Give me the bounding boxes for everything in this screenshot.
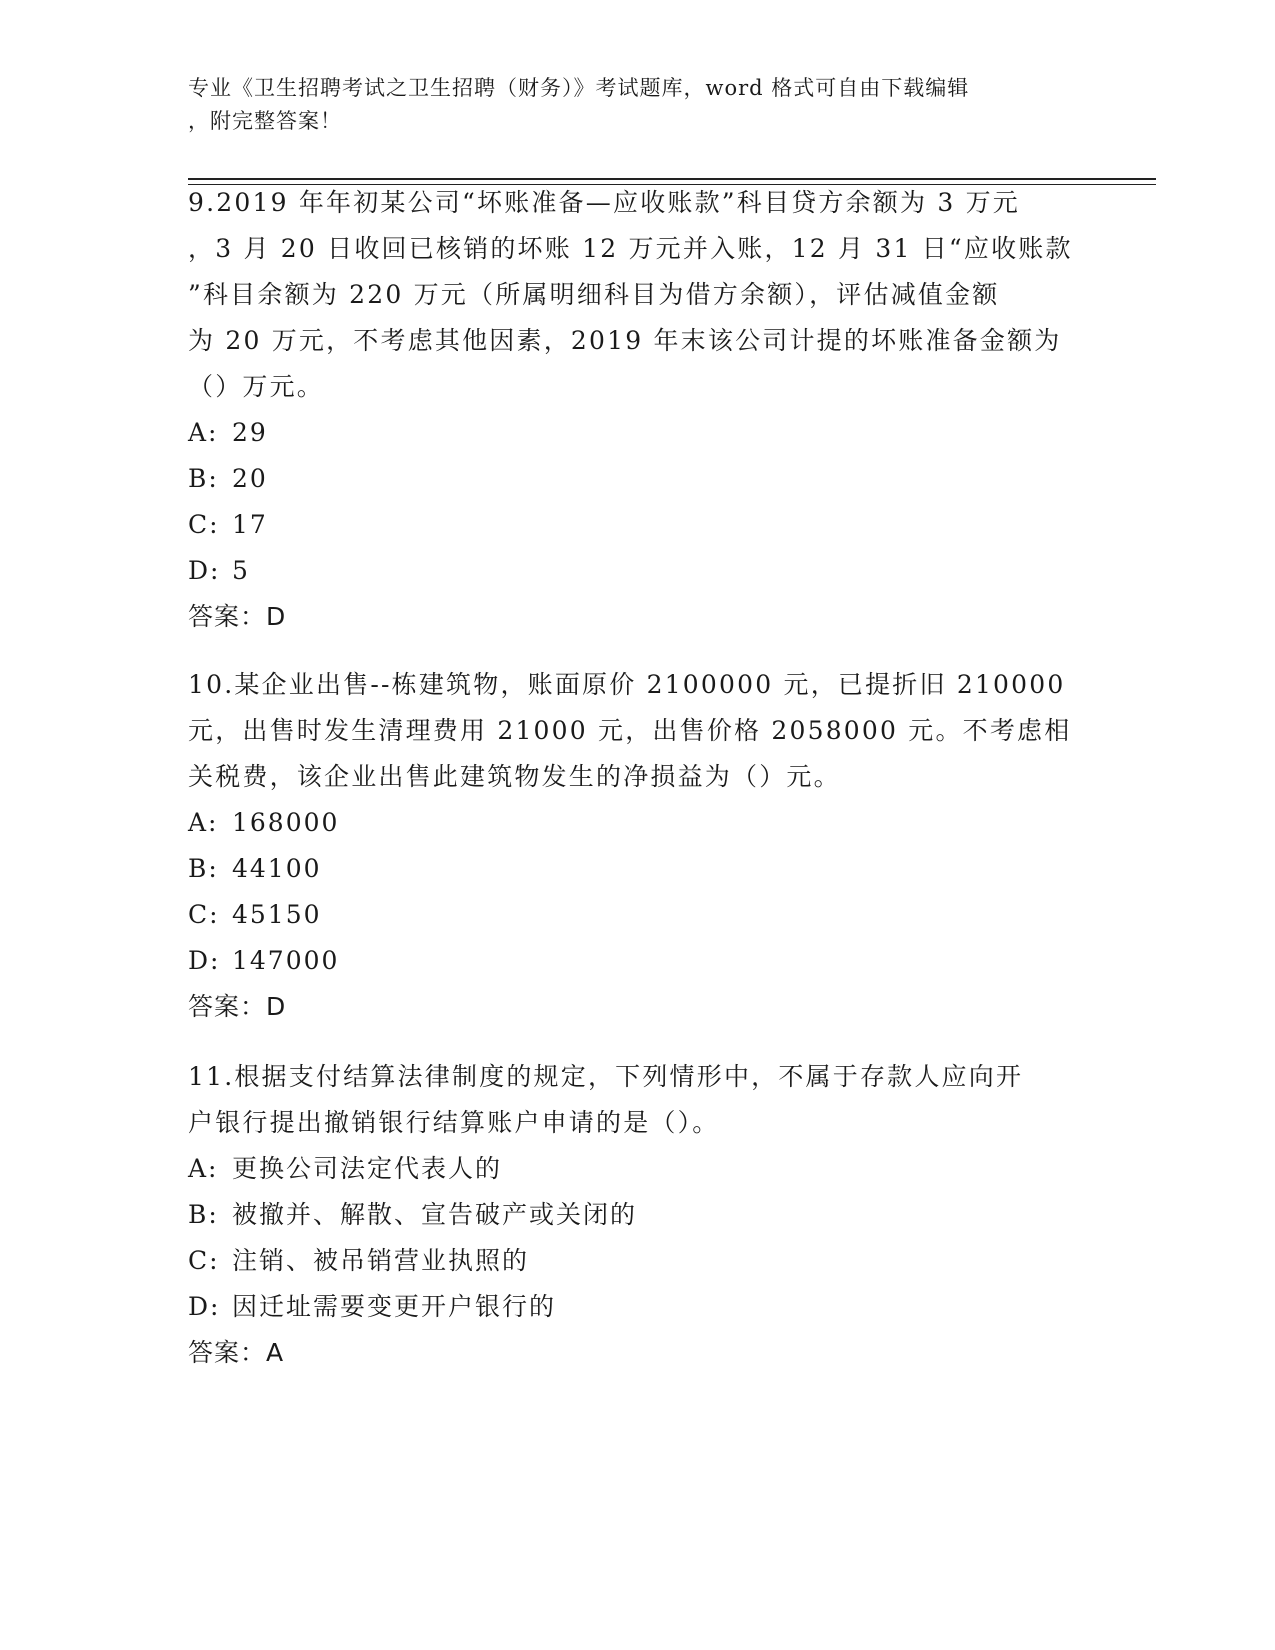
option-text: 被撤并、解散、宣告破产或关闭的 <box>232 1200 638 1229</box>
question-text-line: （）万元。 <box>188 372 325 401</box>
option-a <box>188 1146 1088 1192</box>
option-text: 17 <box>232 510 268 539</box>
option-c <box>188 502 1088 548</box>
option-a <box>188 410 1088 456</box>
question-11 <box>188 1054 1088 1376</box>
header-line-2: ，附完整答案！ <box>188 109 342 133</box>
option-b <box>188 1192 1088 1238</box>
option-d <box>188 938 1088 984</box>
question-text-line: 10.某企业出售--栋建筑物，账面原价 2100000 元，已提折旧 210000 <box>188 670 1066 699</box>
option-letter: C: <box>188 510 220 539</box>
question-9 <box>188 180 1088 640</box>
answer: 答案：A <box>188 1338 285 1367</box>
question-text-line: 户银行提出撤销银行结算账户申请的是（）。 <box>188 1108 720 1137</box>
option-text: 20 <box>232 464 268 493</box>
answer: 答案：D <box>188 602 287 631</box>
option-text: 5 <box>232 556 250 585</box>
document-header <box>188 72 1088 138</box>
question-text-line: 元，出售时发生清理费用 21000 元，出售价格 2058000 元。不考虑相 <box>188 716 1072 745</box>
option-letter: A: <box>188 808 219 837</box>
option-a <box>188 800 1088 846</box>
question-text-line: ”科目余额为 220 万元（所属明细科目为借方余额），评估减值金额 <box>188 280 1000 309</box>
option-letter: C: <box>188 900 220 929</box>
option-b <box>188 456 1088 502</box>
question-text-line: 11.根据支付结算法律制度的规定，下列情形中，不属于存款人应向开 <box>188 1062 1024 1091</box>
option-letter: D: <box>188 1292 221 1321</box>
option-text: 147000 <box>232 946 340 975</box>
option-c <box>188 892 1088 938</box>
header-line-1: 专业《卫生招聘考试之卫生招聘（财务）》考试题库，word 格式可自由下载编辑 <box>188 76 970 100</box>
option-text: 44100 <box>232 854 322 883</box>
option-text: 注销、被吊销营业执照的 <box>232 1246 530 1275</box>
option-letter: C: <box>188 1246 220 1275</box>
option-letter: A: <box>188 418 219 447</box>
question-text-line: 为 20 万元，不考虑其他因素，2019 年末该公司计提的坏账准备金额为 <box>188 326 1062 355</box>
option-text: 因迁址需要变更开户银行的 <box>232 1292 557 1321</box>
option-letter: A: <box>188 1154 219 1183</box>
question-text-line: 9.2019 年年初某公司“坏账准备—应收账款”科目贷方余额为 3 万元 <box>188 188 1020 217</box>
answer: 答案：D <box>188 992 287 1021</box>
option-letter: D: <box>188 946 221 975</box>
option-letter: B: <box>188 464 219 493</box>
option-text: 45150 <box>232 900 322 929</box>
option-letter: B: <box>188 854 219 883</box>
option-b <box>188 846 1088 892</box>
option-text: 168000 <box>232 808 340 837</box>
option-c <box>188 1238 1088 1284</box>
question-10 <box>188 662 1088 1030</box>
option-letter: D: <box>188 556 221 585</box>
question-text-line: 关税费，该企业出售此建筑物发生的净损益为（）元。 <box>188 762 841 791</box>
question-text-line: ，3 月 20 日收回已核销的坏账 12 万元并入账，12 月 31 日“应收账款 <box>188 234 1073 263</box>
option-text: 更换公司法定代表人的 <box>232 1154 503 1183</box>
option-d <box>188 1284 1088 1330</box>
option-text: 29 <box>232 418 268 447</box>
option-d <box>188 548 1088 594</box>
option-letter: B: <box>188 1200 219 1229</box>
